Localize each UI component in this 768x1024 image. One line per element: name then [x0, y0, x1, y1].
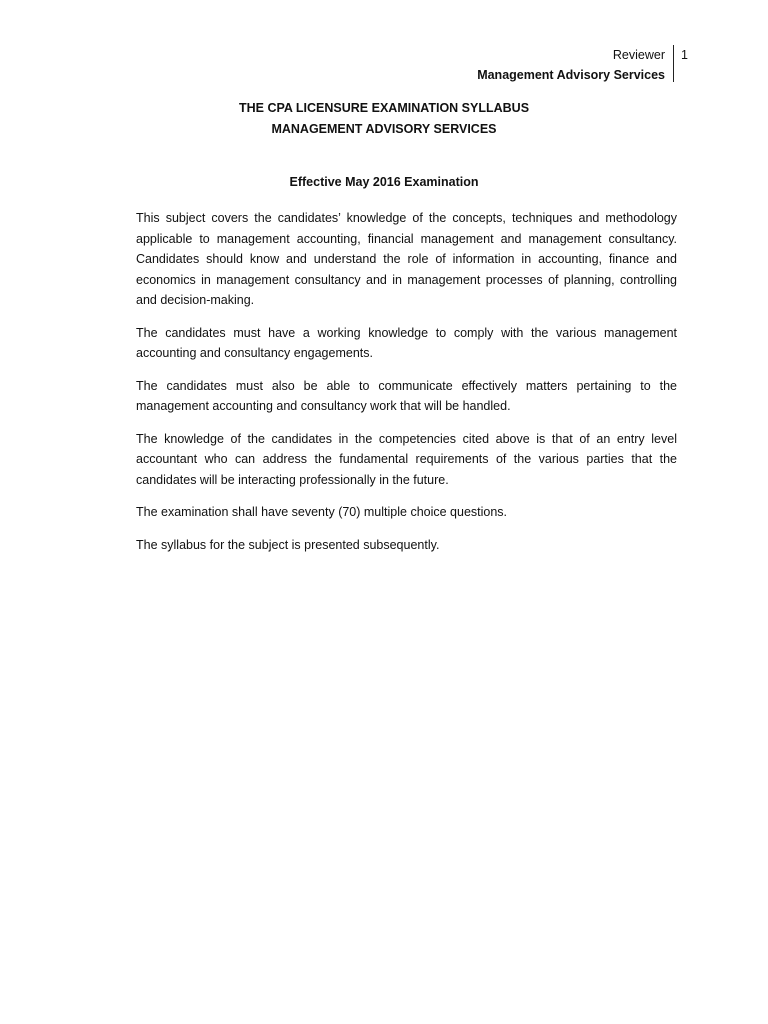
page-header	[0, 45, 768, 85]
paragraph-working-knowledge: The candidates must have a working knowledge to comply with the various management accounting and consultancy engagements.	[136, 325, 677, 360]
paragraph-competencies: The knowledge of the candidates in the competencies cited above is that of an entry level accountant who can address the fundamental requirements of the various parties that the candidates will be interacting professionally in the future.	[136, 431, 677, 487]
title-line-2: MANAGEMENT ADVISORY SERVICES	[271, 122, 497, 136]
document-title	[0, 98, 768, 140]
body-text	[136, 208, 677, 567]
header-divider	[673, 45, 674, 82]
page-number: 1	[681, 48, 688, 62]
header-text	[477, 45, 665, 85]
paragraph-syllabus-note: The syllabus for the subject is presented subsequently.	[136, 537, 440, 552]
paragraph-communication: The candidates must also be able to communicate effectively matters pertaining to the management accounting and consultancy work that will be handled.	[136, 378, 677, 413]
effective-date-heading: Effective May 2016 Examination	[289, 175, 479, 189]
header-subject-label: Management Advisory Services	[477, 68, 665, 82]
header-reviewer-label: Reviewer	[612, 48, 665, 62]
paragraph-scope: This subject covers the candidates’ knowledge of the concepts, techniques and methodology applicable to management accounting, financial management and management consultancy. Candidates should know and understand the role of information in accounting, finance and economics in management consultancy and in management processes of planning, controlling and decision-making.	[136, 211, 677, 307]
paragraph-exam-format: The examination shall have seventy (70) multiple choice questions.	[136, 505, 508, 519]
title-line-1: THE CPA LICENSURE EXAMINATION SYLLABUS	[238, 101, 530, 115]
